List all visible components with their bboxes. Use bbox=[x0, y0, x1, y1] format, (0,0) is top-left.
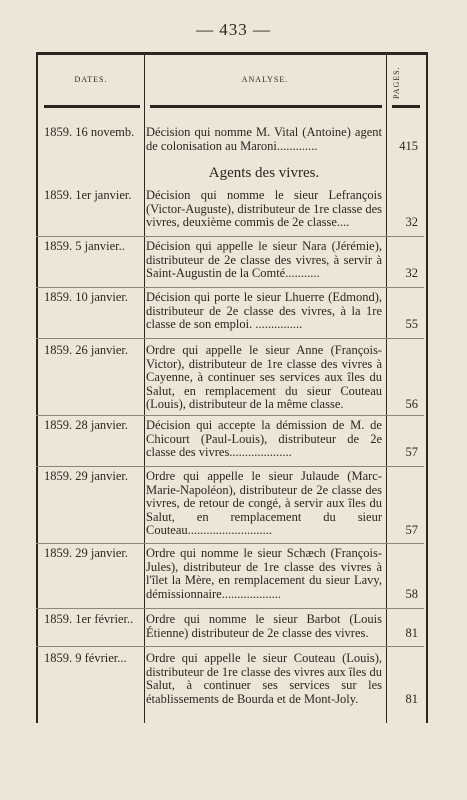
entry-analyse: Décision qui nomme le sieur Lefrançois (Victor-Auguste), distributeur de 1re classe des vivres, deuxième commis de 2e classe.... bbox=[146, 188, 382, 229]
row-divider bbox=[36, 543, 424, 544]
header-pages: PAGES. bbox=[392, 66, 401, 100]
row-divider bbox=[36, 287, 424, 288]
entry-date: 1859. 16 novemb. bbox=[44, 125, 135, 139]
entry-page: 415 bbox=[399, 138, 418, 153]
entry-page: 32 bbox=[405, 215, 418, 229]
entry-analyse: Décision qui porte le sieur Lhuerre (Edmond), distributeur de 2e classe des vivres, à la 1re classe de son emploi. ............... bbox=[146, 290, 382, 331]
header-rule bbox=[44, 105, 140, 108]
header-analyse: ANALYSE. bbox=[241, 75, 289, 84]
column-divider-pages bbox=[386, 55, 387, 723]
page-number: — 433 — bbox=[196, 20, 271, 39]
entry-page: 58 bbox=[405, 586, 418, 601]
header-rule bbox=[392, 105, 420, 108]
entry-date: 1859. 5 janvier.. bbox=[44, 239, 125, 253]
entry-page: 57 bbox=[405, 523, 418, 537]
row-divider bbox=[36, 646, 424, 647]
entry-date: 1859. 29 janvier. bbox=[44, 469, 129, 483]
entry-date: 1859. 1er janvier. bbox=[44, 188, 132, 202]
entry-page: 32 bbox=[405, 266, 418, 280]
entry-analyse: Ordre qui appelle le sieur Couteau (Louis), distributeur de 1re classe des vivres aux îles du Salut, à continuer ses services sur les établissements de Bourda et de Mont-Joly. bbox=[146, 651, 382, 706]
row-divider bbox=[36, 466, 424, 467]
entry-date: 1859. 26 janvier. bbox=[44, 343, 129, 357]
entry-date: 1859. 29 janvier. bbox=[44, 546, 129, 560]
row-divider bbox=[36, 236, 424, 237]
entry-page: 81 bbox=[405, 691, 418, 706]
entry-analyse: Décision qui appelle le sieur Nara (Jérémie), distributeur de 2e classe des vivres, à servir à Saint-Augustin de la Comté........... bbox=[146, 239, 382, 280]
entry-analyse: Ordre qui appelle le sieur Julaude (Marc-Marie-Napoléon), distributeur de 2e classe des vivres, de retour de congé, à servir aux îles du Salut, en remplacement du sieur Couteau........................... bbox=[146, 469, 382, 537]
entry-page: 55 bbox=[405, 317, 418, 331]
row-divider bbox=[36, 415, 424, 416]
row-divider bbox=[36, 338, 424, 339]
row-divider bbox=[36, 608, 424, 609]
entry-date: 1859. 9 février... bbox=[44, 651, 127, 665]
entry-analyse: Ordre qui appelle le sieur Anne (François-Victor), distributeur de 1re classe des vivres à Cayenne, à continuer ses services aux îles du Salut, en remplacement du sieur Couteau (Louis), distributeur de la même classe. bbox=[146, 343, 382, 411]
entry-page: 57 bbox=[405, 445, 418, 459]
column-divider-dates bbox=[144, 55, 145, 723]
entry-date: 1859. 1er février.. bbox=[44, 612, 134, 626]
header-rule bbox=[150, 105, 382, 108]
header-dates: DATES. bbox=[74, 75, 108, 84]
section-heading: Agents des vivres. bbox=[208, 165, 320, 181]
entry-page: 81 bbox=[405, 625, 418, 640]
entry-date: 1859. 28 janvier. bbox=[44, 418, 129, 432]
entry-analyse: Décision qui accepte la démission de M. de Chicourt (Paul-Louis), distributeur de 2e classe des vivres.................... bbox=[146, 418, 382, 459]
entry-date: 1859. 10 janvier. bbox=[44, 290, 129, 304]
entry-analyse: Décision qui nomme M. Vital (Antoine) agent de colonisation au Maroni............. bbox=[146, 125, 382, 153]
entry-page: 56 bbox=[405, 397, 418, 411]
entry-analyse: Ordre qui nomme le sieur Schæch (François-Jules), distributeur de 1re classe des vivres à l'îlet la Mère, en remplacement du sieur Lavy, démissionnaire................... bbox=[146, 546, 382, 601]
entry-analyse: Ordre qui nomme le sieur Barbot (Louis Étienne) distributeur de 2e classe des vivres. bbox=[146, 612, 382, 640]
